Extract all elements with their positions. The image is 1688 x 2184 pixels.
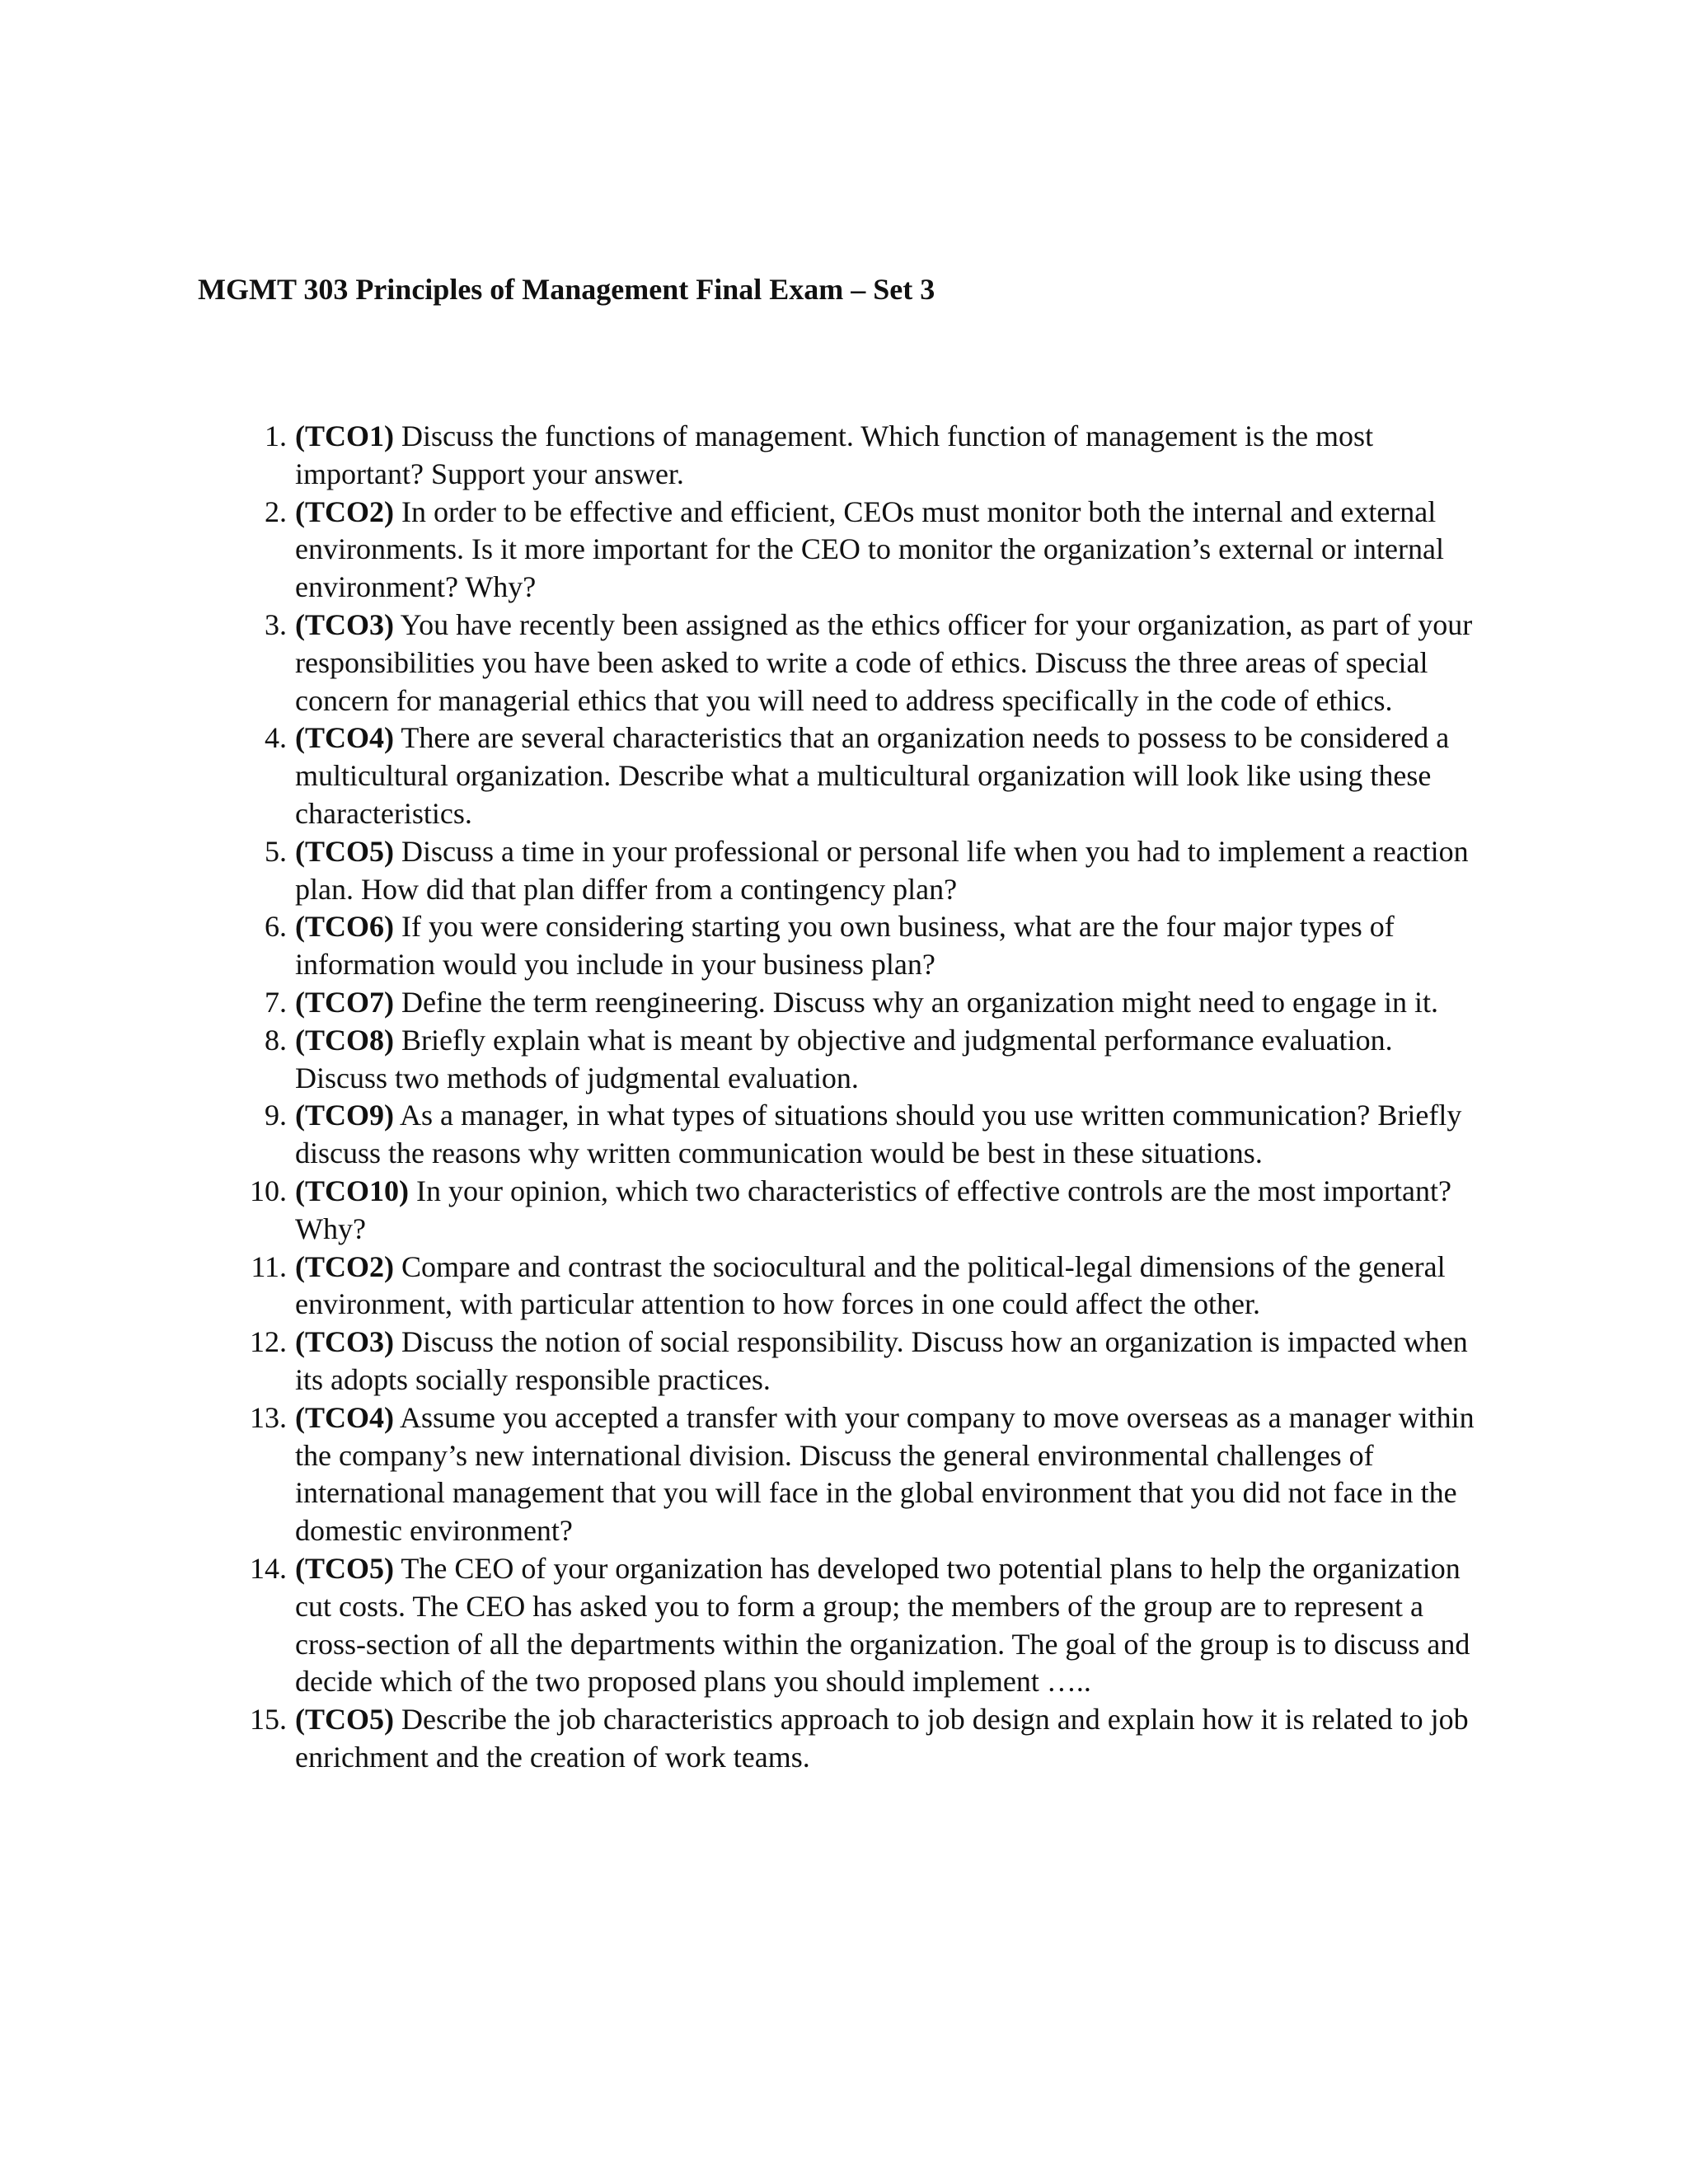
question-number: 11.: [251, 1249, 287, 1283]
question-number: 9.: [265, 1099, 287, 1132]
question-tco-tag: (TCO5): [295, 1551, 394, 1585]
question-item: [239, 833, 1492, 909]
document-title: MGMT 303 Principles of Management Final Exam – Set 3: [198, 273, 935, 306]
question-item: [239, 1097, 1492, 1173]
question-tco-tag: (TCO2): [295, 494, 394, 528]
question-tco-tag: (TCO8): [295, 1023, 394, 1057]
question-tco-tag: (TCO4): [295, 1400, 394, 1434]
question-item: [239, 1550, 1492, 1701]
question-number: 15.: [250, 1703, 287, 1736]
question-number: 1.: [265, 419, 287, 452]
question-tco-tag: (TCO2): [295, 1249, 394, 1283]
question-tco-tag: (TCO5): [295, 1703, 394, 1736]
question-tco-tag: (TCO3): [295, 1325, 394, 1359]
question-number: 10.: [250, 1174, 287, 1207]
question-item: [239, 1324, 1492, 1399]
question-text: You have recently been assigned as the ethics officer for your organization, as part of your responsibilities you have been asked to write a code of ethics. Discuss the three areas of special concern for managerial ethics that you will need to address specifically in the code of ethics.: [295, 607, 1473, 717]
question-text: As a manager, in what types of situations should you use written communication? Briefly discuss the reasons why written communication would be best in these situations.: [295, 1099, 1462, 1170]
question-number: 14.: [250, 1551, 287, 1585]
question-item: [239, 719, 1492, 832]
question-text: If you were considering starting you own business, what are the four major types of information would you include in your business plan?: [295, 910, 1395, 982]
question-item: [239, 1701, 1492, 1777]
question-item: [239, 1399, 1492, 1550]
question-text: The CEO of your organization has developed two potential plans to help the organization cut costs. The CEO has asked you to form a group; the members of the group are to represent a cross-section of all the departments within the organization. The goal of the group is to discuss and decide which of the two proposed plans you should implement …..: [295, 1551, 1470, 1699]
question-number: 8.: [265, 1023, 287, 1057]
question-item: [239, 418, 1492, 494]
question-number: 2.: [265, 494, 287, 528]
question-item: [239, 908, 1492, 984]
question-number: 13.: [250, 1400, 287, 1434]
question-number: 12.: [250, 1325, 287, 1359]
question-number: 6.: [265, 910, 287, 944]
question-text: Discuss the functions of management. Which function of management is the most important? Support your answer.: [295, 419, 1374, 490]
question-text: Briefly explain what is meant by objective and judgmental performance evaluation. Discuss two methods of judgmental evaluation.: [295, 1023, 1393, 1094]
question-item: [239, 1249, 1492, 1324]
question-text: Discuss a time in your professional or personal life when you had to implement a reaction plan. How did that plan differ from a contingency plan?: [295, 834, 1469, 906]
question-tco-tag: (TCO9): [295, 1099, 394, 1132]
question-list: [239, 418, 1492, 1777]
question-tco-tag: (TCO10): [295, 1174, 409, 1207]
question-text: Compare and contrast the sociocultural and the political-legal dimensions of the general environment, with particular attention to how forces in one could affect the other.: [295, 1249, 1446, 1321]
question-text: Describe the job characteristics approach to job design and explain how it is related to job enrichment and the creation of work teams.: [295, 1703, 1469, 1774]
question-number: 7.: [265, 985, 287, 1019]
question-text: There are several characteristics that an organization needs to possess to be considered a multicultural organization. Describe what a multicultural organization will look like using these characteristics.: [295, 721, 1450, 830]
question-item: [239, 984, 1492, 1022]
question-number: 5.: [265, 834, 287, 868]
question-text: In your opinion, which two characteristics of effective controls are the most important? Why?: [295, 1174, 1451, 1245]
question-number: 3.: [265, 607, 287, 641]
question-tco-tag: (TCO3): [295, 607, 394, 641]
question-number: 4.: [265, 721, 287, 755]
question-item: [239, 494, 1492, 607]
question-tco-tag: (TCO1): [295, 419, 394, 452]
question-item: [239, 1173, 1492, 1249]
question-tco-tag: (TCO4): [295, 721, 394, 755]
question-tco-tag: (TCO5): [295, 834, 394, 868]
question-tco-tag: (TCO6): [295, 910, 394, 944]
question-text: In order to be effective and efficient, CEOs must monitor both the internal and external environments. Is it more important for the CEO to monitor the organization’s external or internal environment? Why?: [295, 494, 1444, 604]
question-item: [239, 1022, 1492, 1098]
question-text: Define the term reengineering. Discuss why an organization might need to engage in it.: [401, 985, 1438, 1019]
question-item: [239, 607, 1492, 719]
question-text: Discuss the notion of social responsibility. Discuss how an organization is impacted when its adopts socially responsible practices.: [295, 1325, 1468, 1396]
question-tco-tag: (TCO7): [295, 985, 394, 1019]
question-text: Assume you accepted a transfer with your company to move overseas as a manager within the company’s new international division. Discuss the general environmental challenges of international management that you will face in the global environment that you did not face in the domestic environment?: [295, 1400, 1475, 1548]
